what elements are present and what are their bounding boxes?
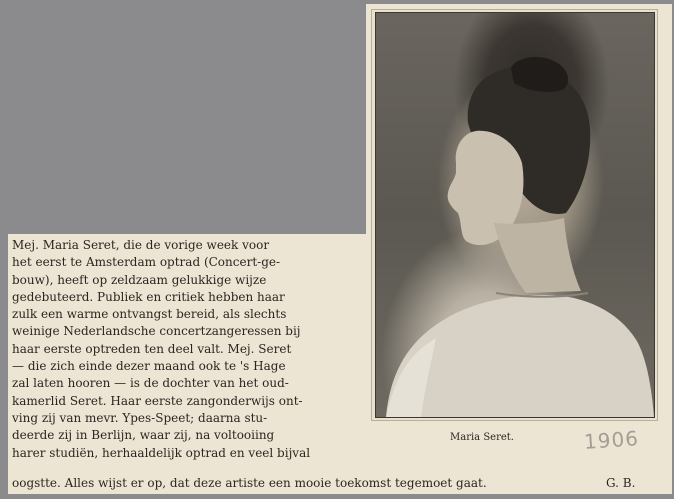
article-body	[12, 237, 372, 462]
article-line: zal laten hooren — is de dochter van het oud-	[12, 376, 289, 391]
article-line: — die zich einde dezer maand ook te 's Hage	[12, 359, 286, 374]
author-signature: G. B.	[606, 476, 636, 490]
article-line: het eerst te Amsterdam optrad (Concert-ge-	[12, 255, 281, 270]
portrait-illustration	[376, 13, 654, 417]
article-line: harer studiën, herhaaldelijk optrad en veel bijval	[12, 445, 311, 460]
article-line: Mej. Maria Seret, die de vorige week voor	[12, 238, 270, 252]
article-line: gedebuteerd. Publiek en critiek hebben haar	[12, 289, 285, 304]
article-line: haar eerste optreden ten deel valt. Mej. Seret	[12, 341, 292, 356]
photo-caption: Maria Seret.	[450, 432, 514, 443]
article-last-line: oogstte. Alles wijst er op, dat deze artiste een mooie toekomst tegemoet gaat.	[12, 476, 487, 490]
article-line: kamerlid Seret. Haar eerste zangonderwijs ont-	[12, 393, 303, 408]
article-line: bouw), heeft op zeldzaam gelukkige wijze	[12, 272, 267, 287]
article-line: zulk een warme ontvangst bereid, als slechts	[12, 307, 287, 322]
article-line: weinige Nederlandsche concertzangeressen bij	[12, 324, 301, 339]
handwritten-year: 1906	[583, 426, 640, 454]
article-line: ving zij van mevr. Ypes-Speet; daarna stu-	[12, 410, 268, 425]
portrait-photo	[375, 12, 655, 418]
article-line: deerde zij in Berlijn, waar zij, na voltooiing	[12, 428, 275, 443]
